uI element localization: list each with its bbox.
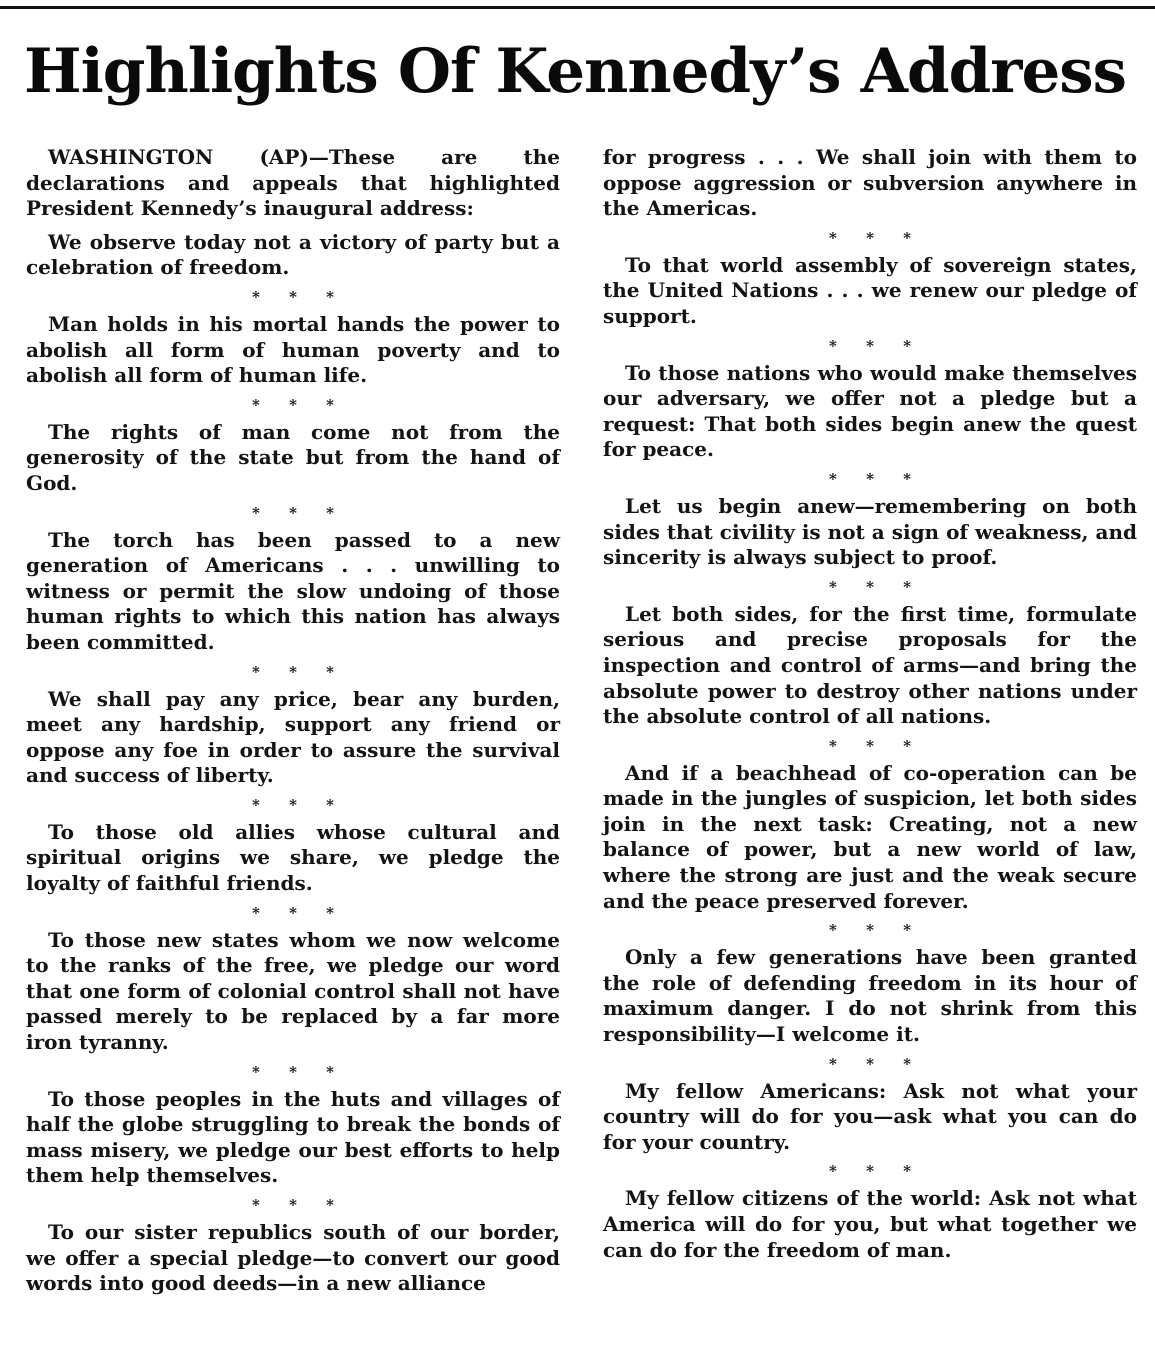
separator-stars: * * * [252,662,346,681]
separator-stars: * * * [829,228,923,247]
paragraph-mortal-hands: Man holds in his mortal hands the power to abolish all form of human poverty and to abolish all form of human life. [26,311,560,388]
paragraph-united-nations: To that world assembly of sovereign states, the United Nations . . . we renew our pledge of support. [603,252,1137,328]
paragraph-control-of-arms: Let both sides, for the first time, formulate serious and precise proposals for the inspection and control of arms—and bring the absolute power to destroy other nations under the absolute control of all nations. [603,601,1137,729]
paragraph-beachhead: And if a beachhead of co-operation can be made in the jungles of suspicion, let both sides join in the next task: Creating, not a new balance of power, but a new world of law, where the strong are just and the weak secure and the peace preserved forever. [603,760,1137,913]
separator-stars: * * * [252,287,346,306]
paragraph-adversary: To those nations who would make themselves our adversary, we offer not a pledge but a request: That both sides begin anew the quest for peace. [603,360,1137,462]
separator-stars: * * * [829,736,923,755]
separator-stars: * * * [252,795,346,814]
separator-stars: * * * [252,903,346,922]
top-rule [0,6,1155,9]
separator-stars: * * * [829,577,923,596]
paragraph-torch-passed: The torch has been passed to a new generation of Americans . . . unwilling to witness or permit the slow undoing of those human rights to which this nation has always been committed. [26,527,560,654]
separator-stars: * * * [252,1196,346,1214]
separator-stars: * * * [829,336,923,355]
paragraph-huts-and-villages: To those peoples in the huts and villages of half the globe struggling to break the bonds of mass misery, we pledge our best efforts to help them help themselves. [26,1086,560,1188]
paragraph-pay-any-price: We shall pay any price, bear any burden, meet any hardship, support any friend or oppose any foe in order to assure the survival and success of liberty. [26,686,560,788]
separator-stars: * * * [829,921,923,940]
separator-stars: * * * [252,395,346,414]
dateline-paragraph: WASHINGTON (AP)—These are the declarations and appeals that highlighted President Kennedy’s inaugural address: [26,145,560,221]
separator-stars: * * * [829,1054,923,1073]
paragraph-defending-freedom: Only a few generations have been granted the role of defending freedom in its hour of maximum danger. I do not shrink from this responsibility—I welcome it. [603,945,1137,1047]
separator-stars: * * * [829,1162,923,1181]
paragraph-begin-anew: Let us begin anew—remembering on both sides that civility is not a sign of weakness, and sincerity is always subject to proof. [603,493,1137,570]
paragraph-rights-of-man: The rights of man come not from the generosity of the state but from the hand of God. [26,419,560,495]
paragraph-alliance-for-progress: for progress . . . We shall join with them to oppose aggression or subversion anywhere in the Americas. [603,145,1137,221]
paragraph-sister-republics: To our sister republics south of our border, we offer a special pledge—to convert our good words into good deeds—in a new alliance [26,1220,560,1296]
left-column [26,145,560,1297]
paragraph-citizens-of-the-world: My fellow citizens of the world: Ask not what America will do for you, but what together we can do for the freedom of man. [603,1186,1137,1262]
paragraph-new-states: To those new states whom we now welcome to the ranks of the free, we pledge our word that one form of colonial control shall not have passed merely to be replaced by a far more iron tyranny. [26,927,560,1055]
paragraph-old-allies: To those old allies whose cultural and spiritual origins we share, we pledge the loyalty of faithful friends. [26,819,560,896]
separator-stars: * * * [252,503,346,522]
headline: Highlights Of Kennedy’s Address [24,36,1126,107]
paragraph-ask-not: My fellow Americans: Ask not what your country will do for you—ask what you can do for your country. [603,1078,1137,1154]
separator-stars: * * * [829,469,923,488]
separator-stars: * * * [252,1062,346,1081]
paragraph-victory-of-party: We observe today not a victory of party but a celebration of freedom. [26,229,560,280]
right-column [603,145,1137,1263]
